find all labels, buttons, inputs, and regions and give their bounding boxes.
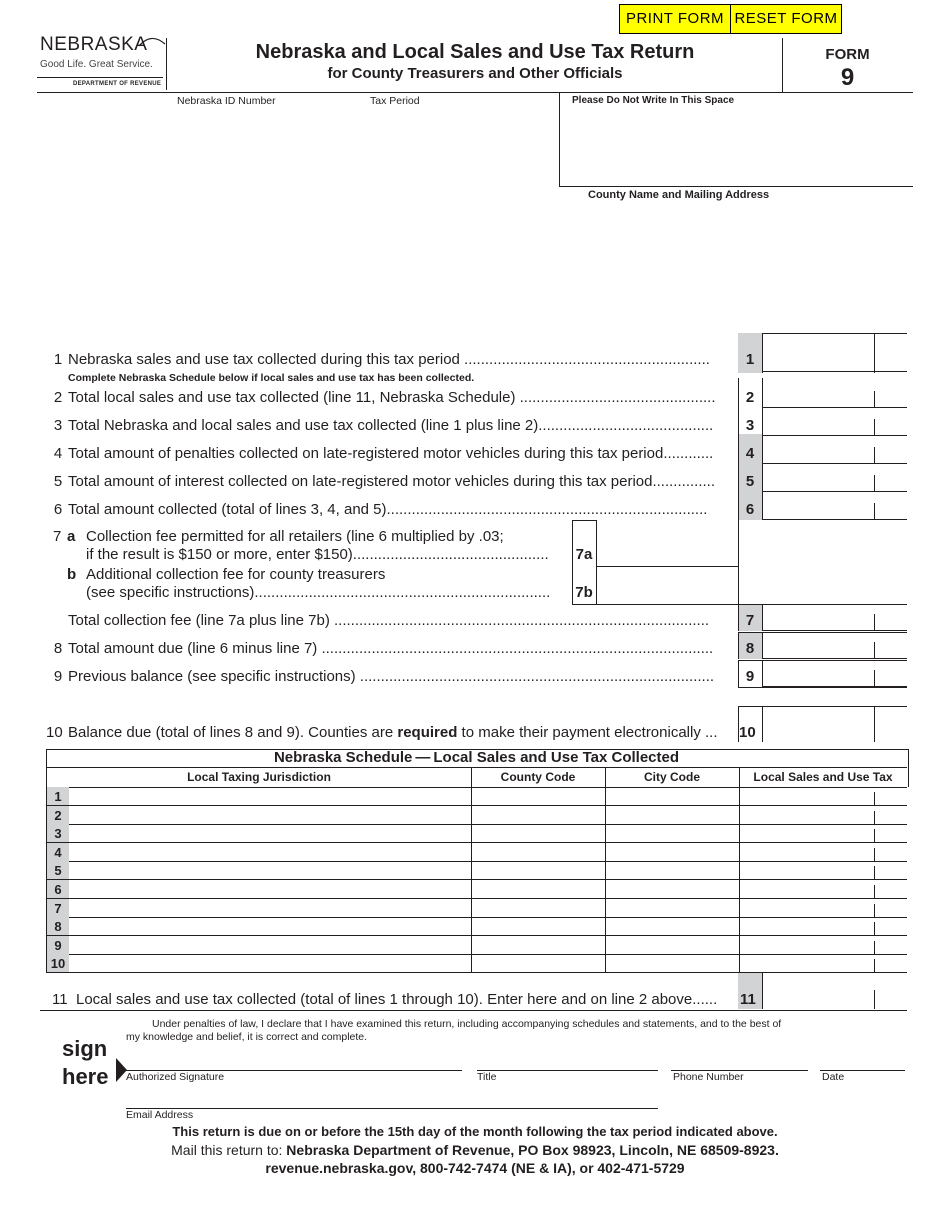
jurisdiction-input[interactable] bbox=[71, 861, 471, 879]
schedule-row-num: 8 bbox=[47, 917, 69, 936]
line3-num: 3 bbox=[53, 417, 63, 434]
line4-num: 4 bbox=[53, 445, 63, 462]
authorized-signature-label: Authorized Signature bbox=[126, 1071, 225, 1083]
phone-input[interactable] bbox=[671, 1046, 808, 1070]
city-code-input[interactable] bbox=[607, 861, 739, 879]
line6-amount-input[interactable] bbox=[762, 491, 907, 520]
line9-text: Previous balance (see specific instructions) ..................................................................................... bbox=[68, 668, 715, 685]
line7b-text2: (see specific instructions)....................................................................... bbox=[86, 584, 551, 601]
line7-text: Total collection fee (line 7a plus line 7b) .......................................................................................... bbox=[68, 612, 710, 629]
local-tax-input[interactable] bbox=[741, 806, 907, 824]
phone-label: Phone Number bbox=[673, 1071, 744, 1083]
line1-amount-input[interactable] bbox=[762, 340, 907, 372]
jurisdiction-input[interactable] bbox=[71, 824, 471, 842]
line11-text: Local sales and use tax collected (total of lines 1 through 10). Enter here and on line 2 above...... bbox=[76, 991, 718, 1008]
form-subtitle: for County Treasurers and Other Officials bbox=[327, 65, 623, 82]
schedule-row bbox=[47, 936, 907, 955]
city-code-input[interactable] bbox=[607, 880, 739, 898]
schedule-row-num: 4 bbox=[47, 843, 69, 862]
line5-num: 5 bbox=[53, 473, 63, 490]
line7b-sub: b bbox=[67, 566, 77, 583]
here-word: here bbox=[62, 1064, 109, 1089]
line7-box: 7 bbox=[745, 612, 755, 629]
line8-text: Total amount due (line 6 minus line 7) .............................................................................................. bbox=[68, 640, 714, 657]
county-code-input[interactable] bbox=[473, 843, 605, 861]
line4-text: Total amount of penalties collected on late-registered motor vehicles during this tax period............ bbox=[68, 445, 714, 462]
line8-amount-input[interactable] bbox=[762, 634, 907, 659]
form-title: Nebraska and Local Sales and Use Tax Return bbox=[255, 41, 695, 63]
county-code-input[interactable] bbox=[473, 824, 605, 842]
schedule-row bbox=[47, 787, 907, 806]
mail-address: Mail this return to: Nebraska Department of Revenue, PO Box 98923, Lincoln, NE 68509-8923. bbox=[171, 1142, 779, 1158]
schedule-row-num: 2 bbox=[47, 806, 69, 825]
line7a-sub: a bbox=[67, 528, 76, 545]
schedule-row bbox=[47, 824, 907, 843]
col-city-code: City Code bbox=[643, 770, 700, 784]
line2-text: Total local sales and use tax collected (line 11, Nebraska Schedule) ............................................... bbox=[68, 389, 716, 406]
local-tax-input[interactable] bbox=[741, 954, 907, 972]
logo-state: NEBRASKA bbox=[40, 34, 148, 55]
schedule-row bbox=[47, 880, 907, 899]
local-tax-input[interactable] bbox=[741, 899, 907, 917]
line9-num: 9 bbox=[53, 668, 63, 685]
local-tax-input[interactable] bbox=[741, 861, 907, 879]
local-tax-input[interactable] bbox=[741, 843, 907, 861]
line2-amount-input[interactable] bbox=[762, 379, 907, 408]
sign-word: sign bbox=[62, 1036, 108, 1061]
local-tax-input[interactable] bbox=[741, 787, 907, 805]
city-code-input[interactable] bbox=[607, 806, 739, 824]
city-code-input[interactable] bbox=[607, 954, 739, 972]
logo-tagline: Good Life. Great Service. bbox=[40, 59, 153, 70]
county-code-input[interactable] bbox=[473, 954, 605, 972]
line7a-box: 7a bbox=[575, 546, 593, 563]
line7a-amount-input[interactable] bbox=[598, 530, 736, 564]
line9-amount-input[interactable] bbox=[762, 662, 907, 687]
local-tax-input[interactable] bbox=[741, 936, 907, 954]
line10-num: 10 bbox=[46, 724, 63, 741]
email-input[interactable] bbox=[126, 1086, 658, 1108]
line5-amount-input[interactable] bbox=[762, 463, 907, 492]
schedule-row-num: 3 bbox=[47, 824, 69, 843]
line7a-text1: Collection fee permitted for all retailers (line 6 multiplied by .03; bbox=[86, 528, 504, 545]
jurisdiction-input[interactable] bbox=[71, 880, 471, 898]
line1-text: Nebraska sales and use tax collected during this tax period ........................................................... bbox=[68, 351, 710, 368]
line11-num: 11 bbox=[52, 991, 68, 1008]
line8-box: 8 bbox=[745, 640, 755, 657]
line11-box: 11 bbox=[740, 991, 756, 1008]
declaration-line2: my knowledge and belief, it is correct and complete. bbox=[126, 1031, 368, 1043]
jurisdiction-input[interactable] bbox=[71, 936, 471, 954]
contact-info: revenue.nebraska.gov, 800-742-7474 (NE & IA), or 402-471-5729 bbox=[265, 1160, 685, 1176]
tax-period-label: Tax Period bbox=[370, 95, 420, 107]
due-notice: This return is due on or before the 15th day of the month following the tax period indicated above. bbox=[172, 1124, 778, 1139]
line10-box: 10 bbox=[739, 724, 756, 741]
schedule-row-num: 1 bbox=[47, 787, 69, 806]
line8-num: 8 bbox=[53, 640, 63, 657]
line3-amount-input[interactable] bbox=[762, 407, 907, 436]
county-address-input[interactable] bbox=[40, 110, 540, 325]
city-code-input[interactable] bbox=[607, 917, 739, 935]
county-code-input[interactable] bbox=[473, 899, 605, 917]
local-tax-input[interactable] bbox=[741, 880, 907, 898]
print-form-button[interactable]: PRINT FORM bbox=[619, 4, 731, 34]
line9-box: 9 bbox=[745, 668, 755, 685]
line3-text: Total Nebraska and local sales and use tax collected (line 1 plus line 2).......................................... bbox=[68, 417, 714, 434]
title-label: Title bbox=[477, 1071, 497, 1083]
county-code-input[interactable] bbox=[473, 787, 605, 805]
title-input[interactable] bbox=[477, 1046, 658, 1070]
county-code-input[interactable] bbox=[473, 917, 605, 935]
schedule-row-num: 9 bbox=[47, 936, 69, 955]
logo-arc-icon bbox=[137, 34, 167, 53]
schedule-row bbox=[47, 954, 907, 973]
county-code-input[interactable] bbox=[473, 936, 605, 954]
county-code-input[interactable] bbox=[473, 806, 605, 824]
email-label: Email Address bbox=[126, 1109, 194, 1121]
jurisdiction-input[interactable] bbox=[71, 899, 471, 917]
signature-input[interactable] bbox=[126, 1046, 462, 1070]
col-jurisdiction: Local Taxing Jurisdiction bbox=[187, 770, 331, 784]
schedule-title: Nebraska Schedule — Local Sales and Use Tax Collected bbox=[273, 749, 680, 766]
schedule-row-num: 7 bbox=[47, 899, 69, 918]
line5-box: 5 bbox=[745, 473, 755, 490]
schedule-row-num: 10 bbox=[47, 954, 69, 973]
do-not-write-label: Please Do Not Write In This Space bbox=[572, 95, 735, 106]
schedule-row bbox=[47, 899, 907, 918]
line7b-amount-input[interactable] bbox=[598, 568, 736, 602]
city-code-input[interactable] bbox=[607, 936, 739, 954]
schedule-row bbox=[47, 806, 907, 825]
line7b-box: 7b bbox=[575, 584, 593, 601]
county-address-label: County Name and Mailing Address bbox=[588, 189, 770, 201]
jurisdiction-input[interactable] bbox=[71, 787, 471, 805]
line10-text: Balance due (total of lines 8 and 9). Counties are required to make their payment electronically ... bbox=[68, 724, 718, 741]
schedule-row-num: 5 bbox=[47, 861, 69, 880]
logo-dept: DEPARTMENT OF REVENUE bbox=[73, 81, 162, 87]
city-code-input[interactable] bbox=[607, 824, 739, 842]
schedule-row-num: 6 bbox=[47, 880, 69, 899]
line4-box: 4 bbox=[745, 445, 755, 462]
line7-num: 7 bbox=[53, 528, 62, 545]
jurisdiction-input[interactable] bbox=[71, 806, 471, 824]
county-code-input[interactable] bbox=[473, 880, 605, 898]
line6-box: 6 bbox=[745, 501, 755, 518]
local-tax-input[interactable] bbox=[741, 824, 907, 842]
date-label: Date bbox=[822, 1071, 845, 1083]
county-code-input[interactable] bbox=[473, 861, 605, 879]
col-local-tax: Local Sales and Use Tax bbox=[753, 770, 893, 784]
schedule-row bbox=[47, 843, 907, 862]
line6-num: 6 bbox=[53, 501, 63, 518]
line7b-text1: Additional collection fee for county treasurers bbox=[86, 566, 386, 583]
line3-box: 3 bbox=[745, 417, 755, 434]
line7a-text2: if the result is $150 or more, enter $150)............................................... bbox=[86, 546, 549, 563]
line4-amount-input[interactable] bbox=[762, 435, 907, 464]
line11-amount-input[interactable] bbox=[762, 978, 907, 1008]
declaration-line1: Under penalties of law, I declare that I have examined this return, including accompanying schedules and statements, and to the best of bbox=[152, 1018, 782, 1030]
line2-num: 2 bbox=[53, 389, 63, 406]
id-label: Nebraska ID Number bbox=[177, 95, 276, 107]
line1-num: 1 bbox=[53, 351, 63, 368]
line2-box: 2 bbox=[745, 389, 755, 406]
reset-form-button[interactable]: RESET FORM bbox=[730, 4, 842, 34]
jurisdiction-input[interactable] bbox=[71, 843, 471, 861]
city-code-input[interactable] bbox=[607, 899, 739, 917]
line1-box: 1 bbox=[745, 351, 755, 368]
line10-amount-input[interactable] bbox=[762, 712, 907, 742]
form-number: 9 bbox=[840, 64, 855, 91]
line7-amount-input[interactable] bbox=[762, 606, 907, 631]
schedule-row bbox=[47, 861, 907, 880]
line6-text: Total amount collected (total of lines 3, 4, and 5)............................................................................. bbox=[68, 501, 708, 518]
city-code-input[interactable] bbox=[607, 843, 739, 861]
local-tax-input[interactable] bbox=[741, 917, 907, 935]
date-input[interactable] bbox=[820, 1046, 905, 1070]
jurisdiction-input[interactable] bbox=[71, 954, 471, 972]
line5-text: Total amount of interest collected on late-registered motor vehicles during this tax period............... bbox=[68, 473, 715, 490]
jurisdiction-input[interactable] bbox=[71, 917, 471, 935]
city-code-input[interactable] bbox=[607, 787, 739, 805]
schedule-row bbox=[47, 917, 907, 936]
col-county-code: County Code bbox=[500, 770, 576, 784]
schedule-note: Complete Nebraska Schedule below if local sales and use tax has been collected. bbox=[68, 372, 475, 384]
nebraska-logo bbox=[37, 34, 167, 92]
form-label: FORM bbox=[825, 46, 870, 63]
